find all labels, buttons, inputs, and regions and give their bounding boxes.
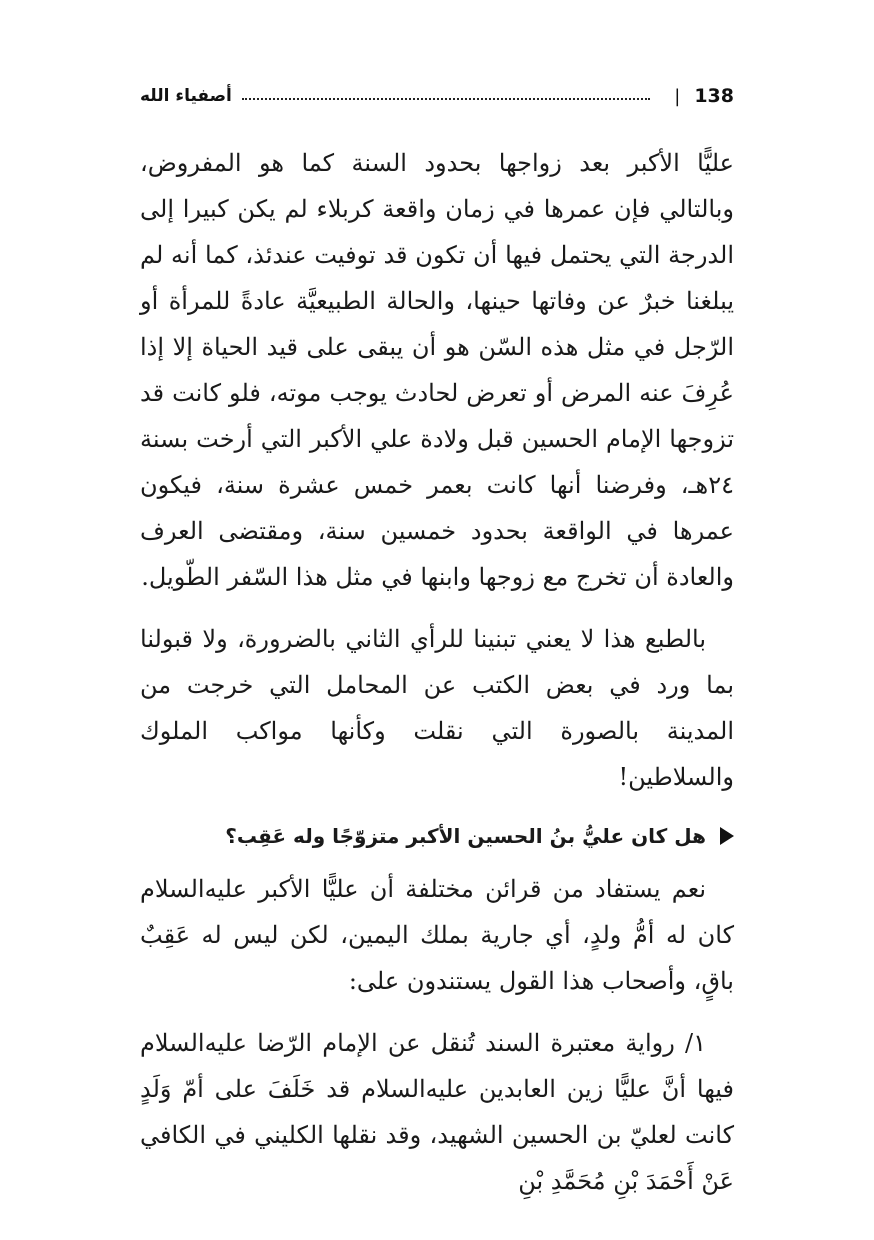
header-dotted-leader xyxy=(242,98,650,100)
paragraph: بالطبع هذا لا يعني تبنينا للرأي الثاني بالضرورة، ولا قبولنا بما ورد في بعض الكتب عن المحامل التي خرجت من المدينة بالصورة التي نقلت وكأنها مواكب الملوك والسلاطين! xyxy=(140,625,734,791)
triangle-bullet-icon xyxy=(720,827,734,845)
header-separator: | xyxy=(674,85,681,107)
section-heading-text: هل كان عليُّ بنُ الحسين الأكبر متزوّجًا وله عَقِب؟ xyxy=(225,824,706,848)
page-number: 138 xyxy=(694,85,734,107)
paragraph-numbered: ١/ رواية معتبرة السند تُنقل عن الإمام الرّضا عليه‌السلام فيها أنَّ عليًّا زين العابدين عليه‌السلام قد خَلَفَ على أمّ وَلَدٍ كانت لعليّ بن الحسين الشهيد، وقد نقلها الكليني في الكافي عَنْ أَحْمَدَ بْنِ مُحَمَّدِ بْنِ xyxy=(140,1029,734,1195)
section-heading xyxy=(140,816,734,856)
page-body xyxy=(140,140,734,1220)
paragraph: نعم يستفاد من قرائن مختلفة أن عليًّا الأكبر عليه‌السلام كان له أمُّ ولدٍ، أي جارية بملك اليمين، لكن ليس له عَقِبٌ باقٍ، وأصحاب هذا القول يستندون على: xyxy=(140,875,734,995)
paragraph-continuation: عليًّا الأكبر بعد زواجها بحدود السنة كما هو المفروض، وبالتالي فإن عمرها في زمان واقعة كربلاء لم يكن كبيرا إلى الدرجة التي يحتمل فيها أن تكون قد توفيت عندئذ، كما أنه لم يبلغنا خبرٌ عن وفاتها حينها، والحالة الطبيعيَّة عادةً للمرأة أو الرّجل في مثل هذه السّن هو أن يبقى على قيد الحياة إلا إذا عُرِفَ عنه المرض أو تعرض لحادث يوجب موته، فلو كانت قد تزوجها الإمام الحسين قبل ولادة علي الأكبر التي أرخت بسنة ٢٤هـ، وفرضنا أنها كانت بعمر خمس عشرة سنة، فيكون عمرها في الواقعة بحدود خمسين سنة، ومقتضى العرف والعادة أن تخرج مع زوجها وابنها في مثل هذا السّفر الطّويل. xyxy=(140,149,734,591)
book-title: أصفياء الله xyxy=(140,86,232,106)
page-header xyxy=(140,78,734,114)
